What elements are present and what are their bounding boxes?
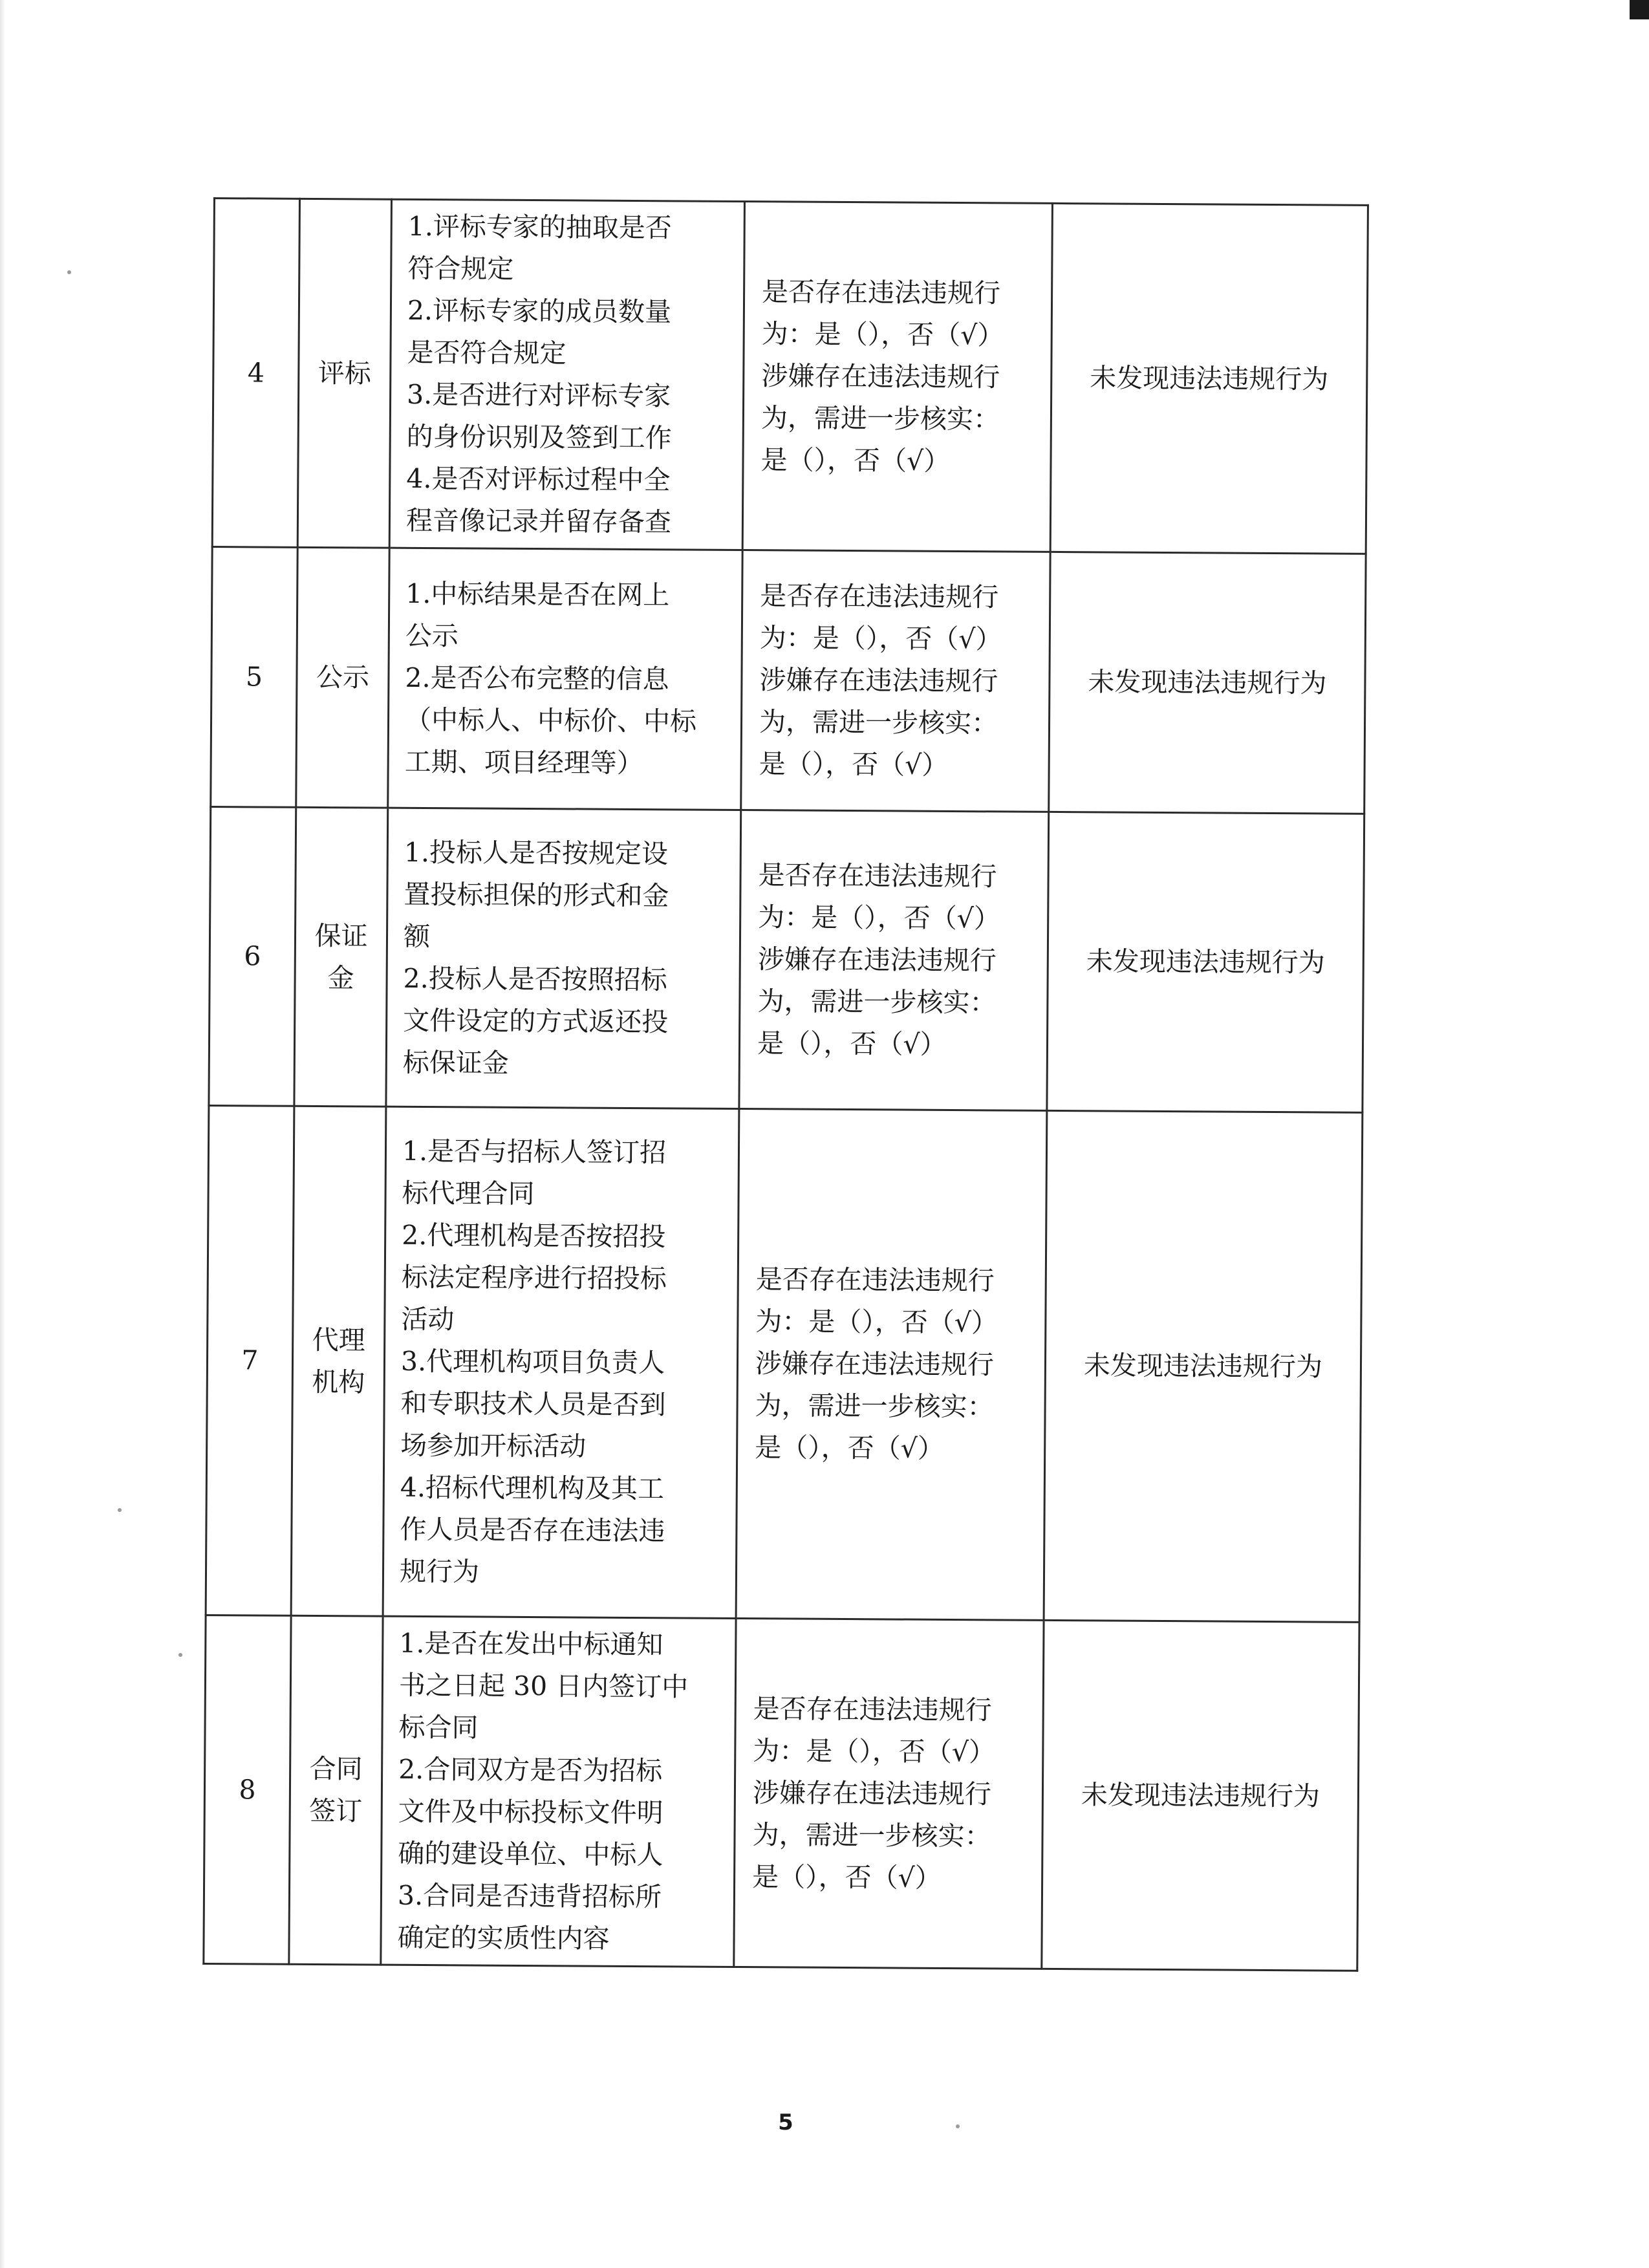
cell-text-line: 确定的实质性内容 [397, 1921, 610, 1954]
cell-text-line: 是（），否（√） [760, 444, 951, 477]
inspection-item [291, 1106, 386, 1616]
table-row [204, 1615, 1359, 1971]
cell-text-line: 为，需进一步核实： [760, 402, 1000, 435]
cell-text-line: 为：是（），否（√） [755, 1306, 998, 1339]
inspection-item [297, 199, 391, 548]
cell-text-line: 3.代理机构项目负责人 [400, 1345, 665, 1379]
cell-text-line: 3.是否进行对评标专家 [406, 378, 671, 412]
cell-text-line: 是否存在违法违规行 [758, 859, 997, 892]
cell-text-line: 涉嫌存在违法违规行 [761, 360, 1000, 393]
cell-text-line: 签订 [309, 1795, 363, 1827]
cell-text-line: 1.是否在发出中标通知 [399, 1627, 663, 1661]
inspection-check [736, 1108, 1047, 1620]
inspection-table-body [204, 199, 1368, 1971]
cell-text-line: 2.是否公布完整的信息 [405, 662, 669, 695]
page-number: 5 [778, 2110, 793, 2135]
scan-speck [178, 1653, 182, 1657]
cell-text-line: 涉嫌存在违法违规行 [752, 1777, 992, 1809]
cell-text-line: 1.是否与招标人签订招 [402, 1135, 667, 1169]
cell-text-line: 置投标担保的形式和金 [404, 878, 669, 911]
cell-text-line: 1.投标人是否按规定设 [404, 836, 669, 869]
cell-text-line: 是（），否（√） [757, 1028, 947, 1060]
cell-text-line: 4.是否对评标过程中全 [406, 462, 671, 496]
inspection-content [381, 1616, 736, 1967]
cell-text-line: 标代理合同 [402, 1177, 535, 1210]
scan-edge [0, 0, 5, 2268]
cell-text-line: 公示 [316, 661, 370, 693]
cell-text-line: 作人员是否存在违法违 [400, 1513, 665, 1547]
cell-text-line: 2.代理机构是否按招投 [402, 1219, 666, 1253]
cell-text-line: 是（），否（√） [755, 1432, 944, 1464]
inspection-item [296, 547, 389, 808]
cell-text-line: 规行为 [399, 1555, 480, 1588]
cell-text-line: 评标 [318, 357, 371, 389]
cell-text-line: 标合同 [398, 1711, 479, 1744]
cell-text-line: 是否存在违法违规行 [755, 1264, 995, 1297]
cell-text-line: 2.评标专家的成员数量 [407, 294, 672, 328]
cell-text-line: 金 [327, 962, 354, 993]
cell-text-line: 和专职技术人员是否到 [400, 1387, 666, 1421]
cell-text-line: 4.招标代理机构及其工 [400, 1471, 665, 1505]
row-number: 5 [211, 546, 297, 807]
cell-text-line: （中标人、中标价、中标 [404, 704, 697, 737]
cell-text-line: 保证 [314, 920, 368, 951]
cell-text-line: 为：是（），否（√） [758, 902, 1000, 934]
inspection-check [742, 202, 1052, 552]
cell-text-line: 涉嫌存在违法违规行 [759, 664, 998, 697]
inspection-result: 未发现违法违规行为 [1050, 203, 1368, 554]
cell-text-line: 的身份识别及签到工作 [406, 420, 672, 454]
inspection-item [289, 1615, 383, 1965]
cell-text-line: 工期、项目经理等） [404, 746, 643, 779]
cell-text-line: 涉嫌存在违法违规行 [757, 944, 997, 977]
cell-text-line: 为，需进一步核实： [755, 1390, 994, 1423]
cell-text-line: 是（），否（√） [752, 1861, 942, 1894]
table-row [211, 546, 1366, 814]
cell-text-line: 2.投标人是否按照招标 [403, 962, 667, 995]
cell-text-line: 为：是（），否（√） [761, 318, 1004, 351]
cell-text-line: 标保证金 [402, 1046, 509, 1079]
cell-text-line: 代理 [312, 1324, 365, 1355]
row-number: 4 [212, 199, 299, 548]
cell-text-line: 1.评标专家的抽取是否 [407, 210, 672, 244]
cell-text-line: 为，需进一步核实： [752, 1819, 991, 1852]
cell-text-line: 为：是（），否（√） [759, 622, 1002, 655]
cell-text-line: 符合规定 [407, 252, 514, 285]
cell-text-line: 额 [403, 920, 431, 952]
cell-text-line: 1.中标结果是否在网上 [405, 578, 670, 611]
table-row [209, 806, 1364, 1112]
cell-text-line: 是否存在违法违规行 [753, 1692, 992, 1725]
cell-text-line: 文件设定的方式返还投 [403, 1004, 669, 1037]
cell-text-line: 为：是（），否（√） [753, 1734, 996, 1767]
row-number: 8 [204, 1615, 291, 1964]
cell-text-line: 2.合同双方是否为招标 [398, 1753, 663, 1787]
cell-text-line: 公示 [405, 620, 459, 652]
cell-text-line: 为，需进一步核实： [757, 986, 997, 1019]
table-row [206, 1105, 1363, 1622]
inspection-content [389, 199, 744, 550]
inspection-item [294, 807, 388, 1107]
table-row [212, 199, 1368, 554]
cell-text-line: 是否存在违法违规行 [761, 275, 1001, 308]
scan-speck [956, 2124, 960, 2128]
cell-text-line: 文件及中标投标文件明 [398, 1795, 663, 1829]
cell-text-line: 程音像记录并留存备查 [405, 504, 672, 538]
inspection-check [734, 1618, 1044, 1969]
cell-text-line: 活动 [401, 1303, 455, 1335]
cell-text-line: 涉嫌存在违法违规行 [755, 1348, 995, 1381]
row-number: 7 [206, 1105, 294, 1615]
cell-text-line: 为，需进一步核实： [759, 706, 998, 739]
inspection-result: 未发现违法违规行为 [1049, 552, 1366, 814]
scan-corner-mark [1630, 0, 1649, 19]
cell-text-line: 是（），否（√） [759, 748, 949, 781]
inspection-check [739, 810, 1049, 1111]
scan-speck [118, 1508, 122, 1512]
inspection-result: 未发现违法违规行为 [1047, 812, 1364, 1112]
cell-text-line: 场参加开标活动 [400, 1429, 587, 1462]
inspection-content [383, 1107, 739, 1618]
scan-speck [67, 270, 71, 274]
inspection-content [386, 808, 741, 1108]
inspection-content [388, 548, 742, 810]
cell-text-line: 书之日起 30 日内签订中 [398, 1669, 689, 1703]
row-number: 6 [209, 806, 296, 1106]
cell-text-line: 标法定程序进行招投标 [401, 1261, 667, 1295]
cell-text-line: 机构 [312, 1366, 365, 1398]
cell-text-line: 3.合同是否违背招标所 [397, 1879, 662, 1913]
inspection-check [741, 550, 1050, 812]
inspection-result: 未发现违法违规行为 [1042, 1620, 1359, 1971]
cell-text-line: 确的建设单位、中标人 [398, 1837, 663, 1871]
inspection-table [202, 197, 1369, 1972]
cell-text-line: 是否存在违法违规行 [760, 580, 999, 613]
inspection-result: 未发现违法违规行为 [1044, 1110, 1363, 1622]
cell-text-line: 合同 [309, 1753, 363, 1785]
cell-text-line: 是否符合规定 [407, 336, 566, 369]
